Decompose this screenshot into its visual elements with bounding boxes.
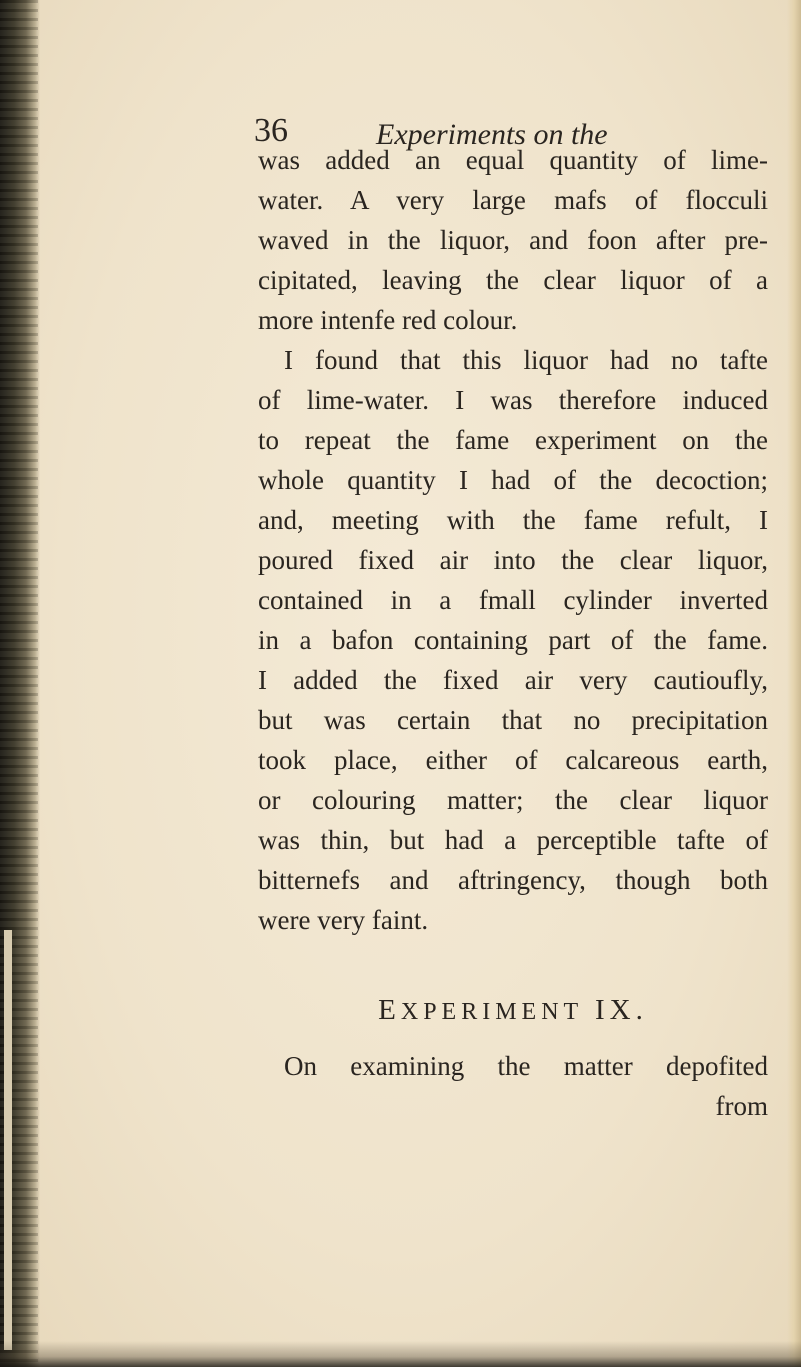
text-line: but was certain that no precipitation: [258, 705, 768, 735]
text-line: was added an equal quantity of lime-: [258, 145, 768, 175]
running-head: Experiments on the: [376, 118, 608, 151]
text-line: of lime-water. I was therefore induced: [258, 385, 768, 415]
section-heading: [258, 990, 768, 1030]
text-line: On examining the matter depofited: [284, 1051, 768, 1081]
page-number: 36: [254, 112, 288, 149]
text-line: whole quantity I had of the decoction;: [258, 465, 768, 495]
text-line: to repeat the fame experiment on the: [258, 425, 768, 455]
text-line: cipitated, leaving the clear liquor of a: [258, 265, 768, 295]
text-line: more intenfe red colour.: [258, 305, 518, 335]
text-line: or colouring matter; the clear liquor: [258, 785, 768, 815]
page-right-edge: [787, 0, 801, 1367]
body-text: [258, 140, 768, 1126]
text-line: contained in a fmall cylinder inverted: [258, 585, 768, 615]
text-line: water. A very large mafs of flocculi: [258, 185, 768, 215]
text-line: and, meeting with the fame refult, I: [258, 505, 768, 535]
catchword: from: [715, 1091, 768, 1121]
text-line: took place, either of calcareous earth,: [258, 745, 768, 775]
text-line: in a bafon containing part of the fame.: [258, 625, 768, 655]
spine-highlight: [4, 930, 12, 1350]
text-line: was thin, but had a perceptible tafte of: [258, 825, 768, 855]
text-line: waved in the liquor, and foon after pre-: [258, 225, 768, 255]
heading-numeral: IX.: [594, 994, 648, 1026]
text-line: were very faint.: [258, 905, 429, 935]
page-bottom-edge: [0, 1341, 801, 1367]
text-line: I found that this liquor had no tafte: [284, 345, 768, 375]
text-line: bitternefs and aftringency, though both: [258, 865, 768, 895]
text-line: I added the fixed air very cautioufly,: [258, 665, 768, 695]
heading-word: XPERIMENT: [400, 999, 584, 1025]
heading-initial: E: [378, 994, 401, 1026]
text-line: poured fixed air into the clear liquor,: [258, 545, 768, 575]
